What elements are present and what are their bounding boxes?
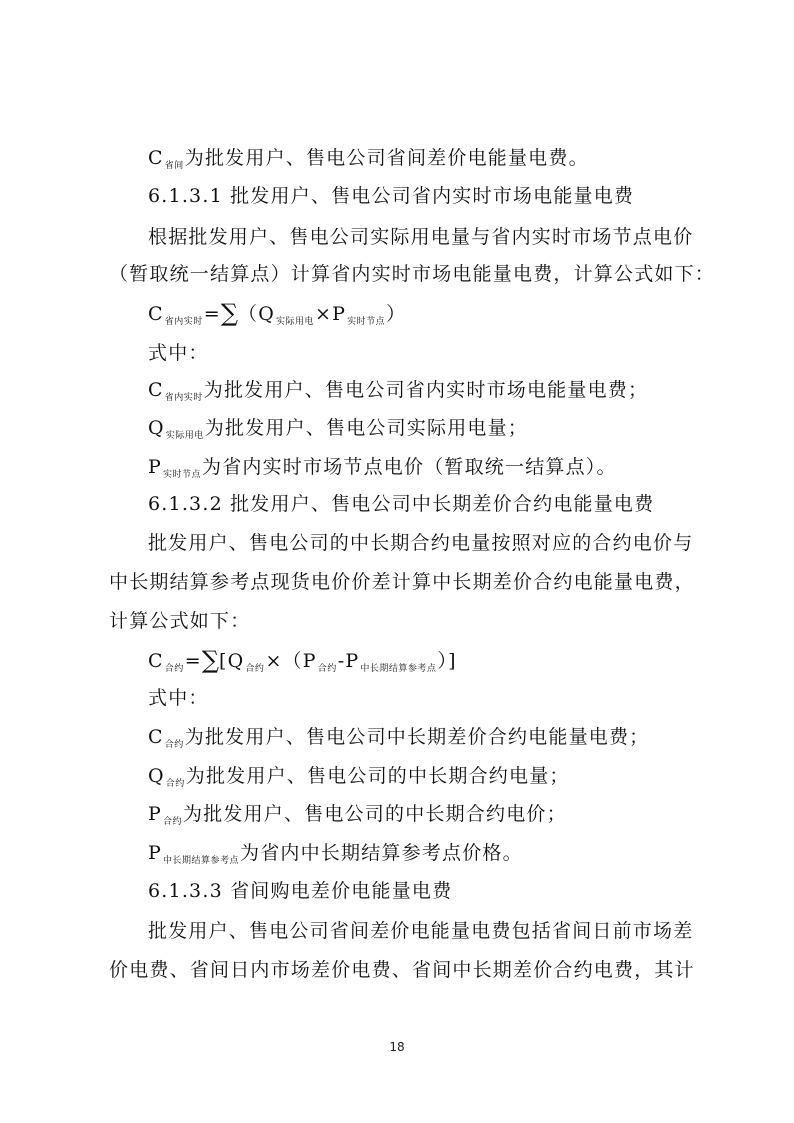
section-heading-6-1-3-2: 6.1.3.2 批发用户、售电公司中长期差价合约电能量电费: [148, 493, 655, 515]
definition-p-contract: $P_{合约}$为批发用户、售电公司的中长期合约电价；: [148, 803, 567, 827]
definition-p-realtime-node: $P_{实时节点}$为省内实时市场节点电价（暂取统一结算点）。: [148, 456, 617, 480]
page-number: 18: [389, 1040, 405, 1054]
paragraph-line: （暂取统一结算点）计算省内实时市场电能量电费，计算公式如下：: [109, 263, 716, 285]
paragraph-line: 批发用户、售电公司的中长期合约电量按照对应的合约电价与: [148, 532, 694, 554]
definition-q-actual: $Q_{实际用电}$为批发用户、售电公司实际用电量；: [148, 417, 528, 441]
definition-p-reference-point: $P_{中长期结算参考点}$为省内中长期结算参考点价格。: [148, 842, 523, 866]
definition-c-realtime: $C_{省内实时}$为批发用户、售电公司省内实时市场电能量电费；: [148, 379, 649, 403]
formula-realtime: $C_{省内实时}=\sum(Q_{实际用电}\times P_{实时节点})$: [148, 299, 407, 327]
paragraph-line: 批发用户、售电公司省间差价电能量电费包括省间日前市场差: [148, 920, 694, 942]
where-label: 式中：: [148, 687, 209, 709]
where-label: 式中：: [148, 342, 209, 364]
paragraph-line: 根据批发用户、售电公司实际用电量与省内实时市场节点电价: [148, 226, 694, 248]
definition-c-interprovincial: $C_{省间}$为批发用户、售电公司省间差价电能量电费。: [148, 147, 589, 171]
paragraph-line: 价电费、省间日内市场差价电费、省间中长期差价合约电费，其计: [109, 959, 695, 981]
paragraph-line: 计算公式如下：: [109, 610, 251, 632]
section-heading-6-1-3-3: 6.1.3.3 省间购电差价电能量电费: [148, 880, 453, 902]
section-heading-6-1-3-1: 6.1.3.1 批发用户、售电公司省内实时市场电能量电费: [148, 185, 635, 207]
definition-q-contract: $Q_{合约}$为批发用户、售电公司的中长期合约电量；: [148, 765, 570, 789]
paragraph-line: 中长期结算参考点现货电价价差计算中长期差价合约电能量电费，: [109, 571, 695, 593]
formula-contract: $C_{合约}=\sum[Q_{合约}\times(P_{合约}-P_{中长期结算参考点})]$: [148, 646, 457, 674]
definition-c-contract: $C_{合约}$为批发用户、售电公司中长期差价合约电能量电费；: [148, 726, 650, 750]
